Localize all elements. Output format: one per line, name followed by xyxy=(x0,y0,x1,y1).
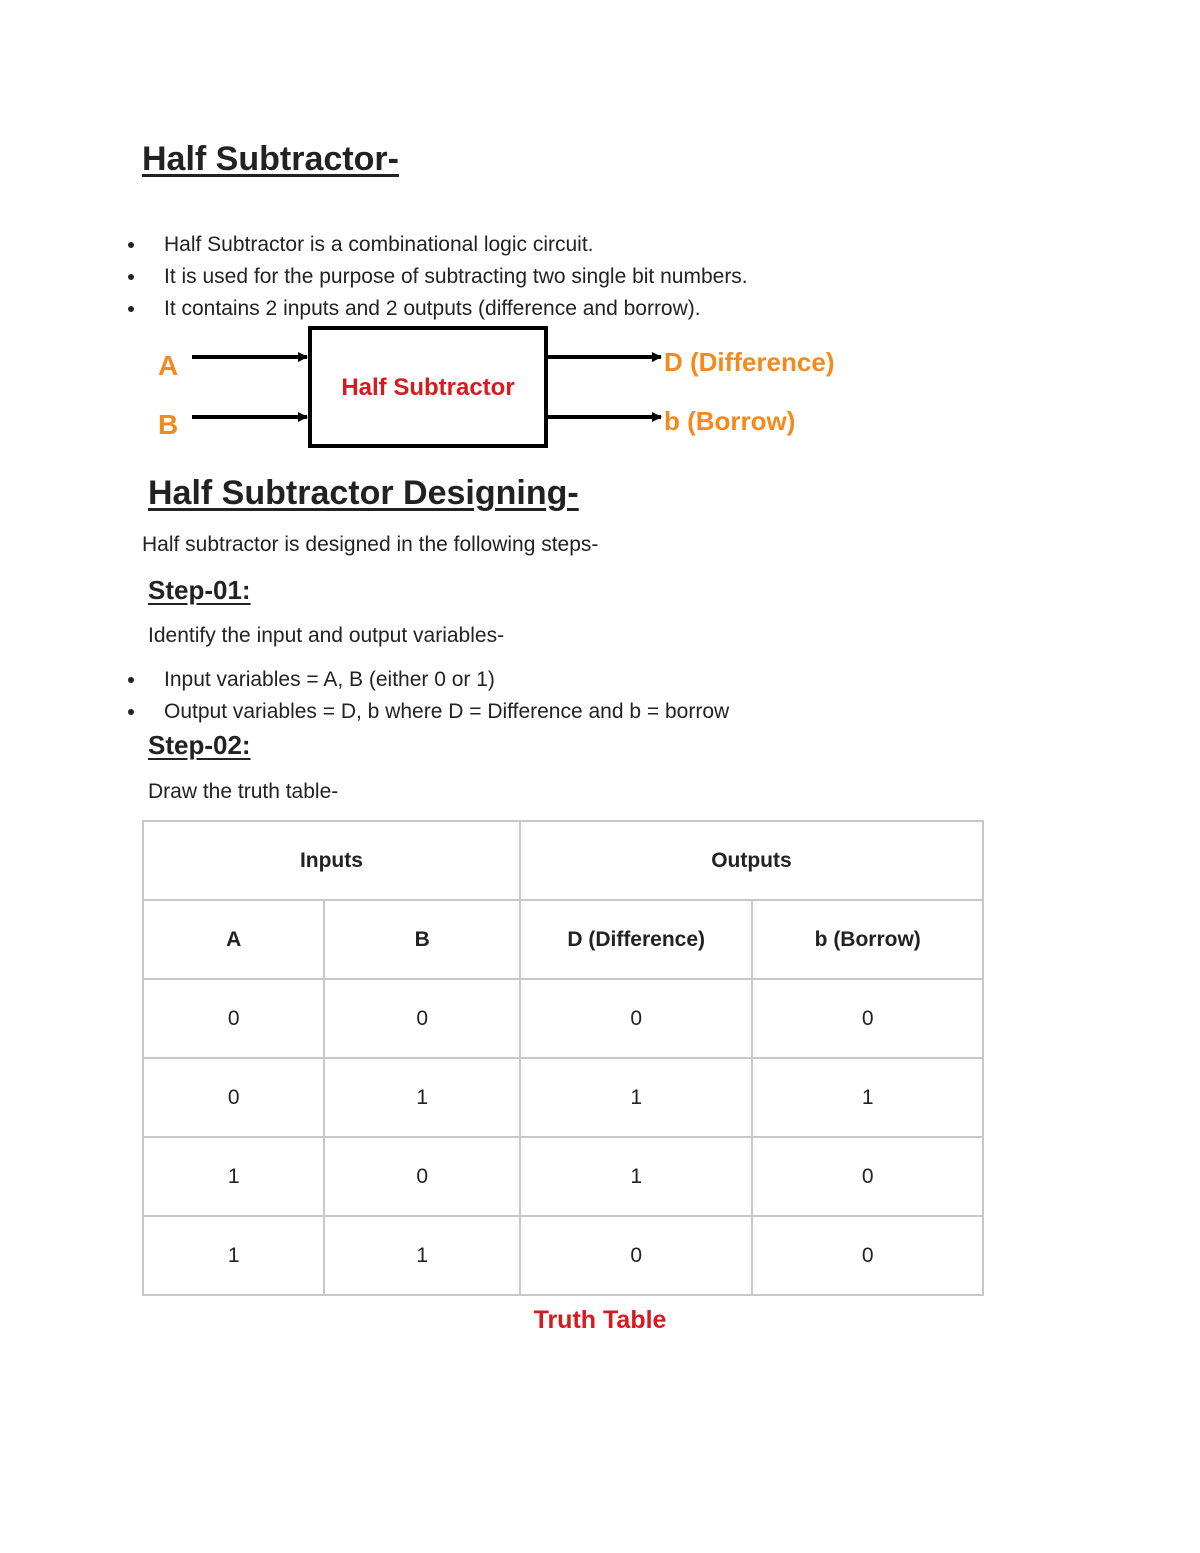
table-cell: 0 xyxy=(143,979,324,1058)
table-cell: 0 xyxy=(520,1216,753,1295)
intro-bullet-list xyxy=(128,229,748,325)
table-cell: 1 xyxy=(143,1216,324,1295)
table-cell: 1 xyxy=(520,1137,753,1216)
truth-table xyxy=(142,820,984,1296)
truth-table-caption: Truth Table xyxy=(533,1306,667,1334)
table-cell: 0 xyxy=(324,979,519,1058)
table-cell: 1 xyxy=(324,1058,519,1137)
output-d-label: D (Difference) xyxy=(664,347,835,377)
step-01-text: Identify the input and output variables- xyxy=(148,624,505,647)
table-cell: 0 xyxy=(752,1216,983,1295)
list-item: It contains 2 inputs and 2 outputs (difference and borrow). xyxy=(128,293,748,325)
list-item: Input variables = A, B (either 0 or 1) xyxy=(128,664,729,696)
half-subtractor-diagram xyxy=(150,322,870,454)
group-header-inputs: Inputs xyxy=(143,821,520,900)
column-header-a: A xyxy=(143,900,324,979)
table-cell: 0 xyxy=(752,979,983,1058)
table-cell: 0 xyxy=(520,979,753,1058)
table-cell: 0 xyxy=(752,1137,983,1216)
table-row xyxy=(143,1216,983,1295)
table-row xyxy=(143,1137,983,1216)
table-cell: 0 xyxy=(143,1058,324,1137)
list-item: It is used for the purpose of subtracting two single bit numbers. xyxy=(128,261,748,293)
step-01-bullet-list xyxy=(128,664,729,728)
group-header-outputs: Outputs xyxy=(520,821,983,900)
step-02-heading: Step-02: xyxy=(148,730,251,760)
column-header-borrow: b (Borrow) xyxy=(752,900,983,979)
table-cell: 1 xyxy=(143,1137,324,1216)
design-intro: Half subtractor is designed in the following steps- xyxy=(142,533,599,556)
step-01-heading: Step-01: xyxy=(148,575,251,605)
column-header-difference: D (Difference) xyxy=(520,900,753,979)
column-header-b: B xyxy=(324,900,519,979)
list-item: Output variables = D, b where D = Difference and b = borrow xyxy=(128,696,729,728)
step-02-text: Draw the truth table- xyxy=(148,780,339,803)
input-a-label: A xyxy=(158,350,179,381)
table-cell: 1 xyxy=(520,1058,753,1137)
table-cell: 1 xyxy=(752,1058,983,1137)
input-b-label: B xyxy=(158,409,179,440)
table-cell: 0 xyxy=(324,1137,519,1216)
block-label: Half Subtractor xyxy=(341,374,515,401)
table-row xyxy=(143,979,983,1058)
list-item: Half Subtractor is a combinational logic circuit. xyxy=(128,229,748,261)
table-group-header-row xyxy=(143,821,983,900)
section-heading-designing: Half Subtractor Designing- xyxy=(148,474,579,512)
page-title: Half Subtractor- xyxy=(142,140,399,178)
table-row xyxy=(143,1058,983,1137)
table-header-row xyxy=(143,900,983,979)
table-cell: 1 xyxy=(324,1216,519,1295)
output-b-label: b (Borrow) xyxy=(664,406,796,436)
